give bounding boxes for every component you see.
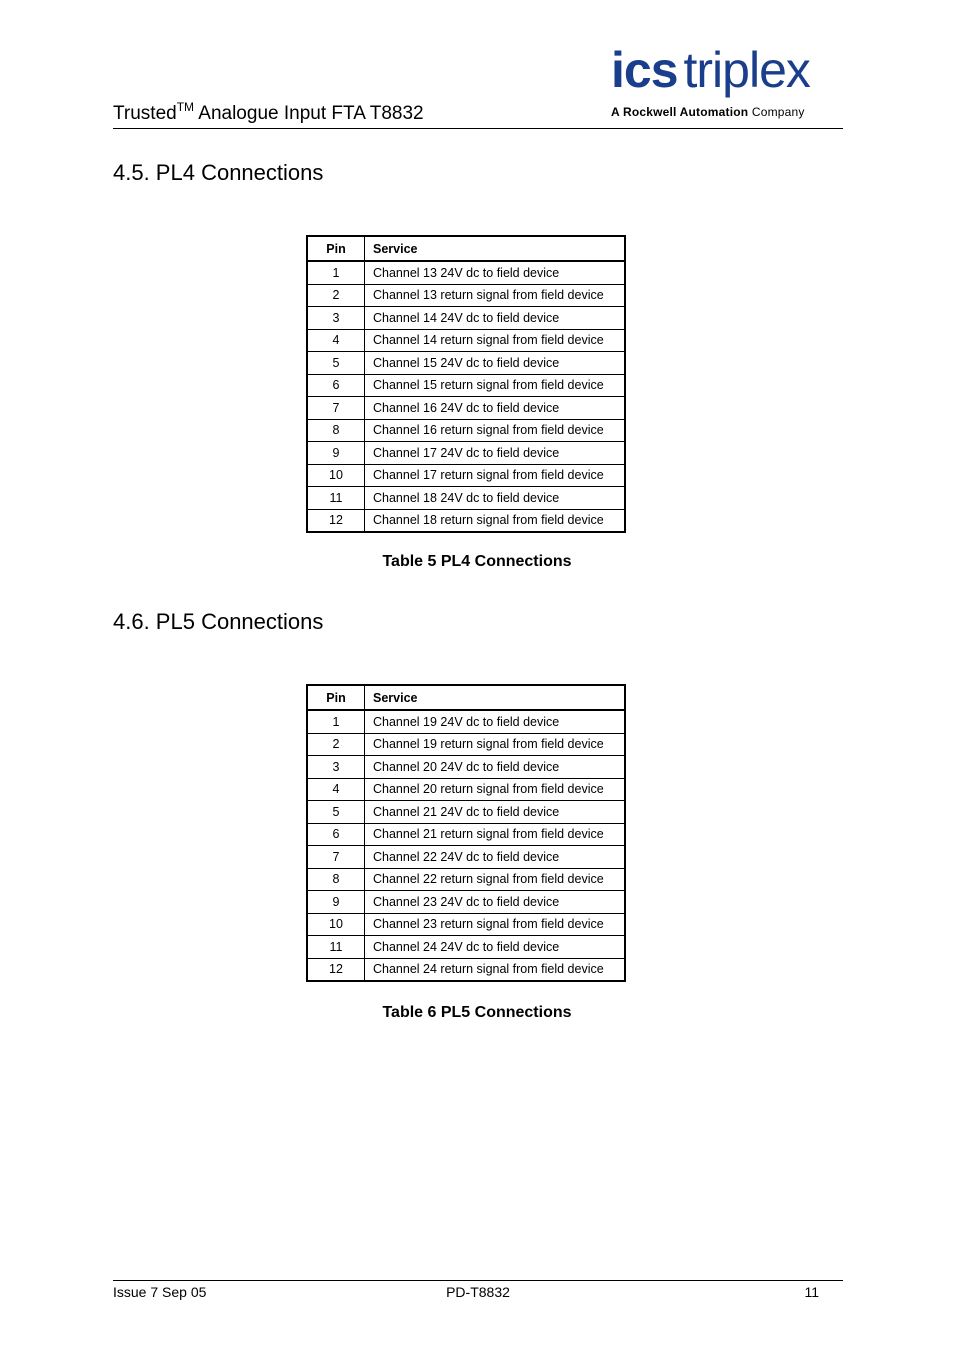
table-header-row <box>307 236 625 261</box>
table-caption-pl4: Table 5 PL4 Connections <box>382 553 572 570</box>
service-cell: Channel 15 24V dc to field device <box>365 352 626 375</box>
ics-triplex-logo <box>611 44 843 119</box>
service-cell: Channel 24 24V dc to field device <box>365 936 626 959</box>
pin-cell: 9 <box>307 891 365 914</box>
service-cell: Channel 14 return signal from field device <box>365 329 626 352</box>
service-cell: Channel 16 return signal from field device <box>365 419 626 442</box>
pin-cell: 4 <box>307 329 365 352</box>
logo-tagline: A Rockwell Automation Company <box>611 105 805 119</box>
table-row <box>307 442 625 465</box>
pin-cell: 7 <box>307 846 365 869</box>
service-cell: Channel 18 24V dc to field device <box>365 487 626 510</box>
pin-cell: 1 <box>307 710 365 733</box>
column-header-pin: Pin <box>307 236 365 261</box>
service-cell: Channel 13 24V dc to field device <box>365 261 626 284</box>
table-row <box>307 352 625 375</box>
page-header <box>113 40 843 129</box>
logo-wordmark: ics triplex <box>611 42 810 98</box>
footer-page-number: 11 <box>804 1284 819 1300</box>
pl4-connections-table <box>306 235 626 533</box>
service-cell: Channel 17 return signal from field device <box>365 464 626 487</box>
table-row <box>307 329 625 352</box>
document-title: Trusted™ Analogue Input FTA T8832 <box>113 100 424 124</box>
service-cell: Channel 23 24V dc to field device <box>365 891 626 914</box>
column-header-service: Service <box>365 685 626 710</box>
service-cell: Channel 13 return signal from field device <box>365 284 626 307</box>
section-heading-pl4: 4.5. PL4 Connections <box>113 160 324 185</box>
pin-cell: 10 <box>307 464 365 487</box>
pin-cell: 5 <box>307 352 365 375</box>
table-row <box>307 868 625 891</box>
footer-doc-id: PD-T8832 <box>446 1284 510 1300</box>
pl5-connections-table <box>306 684 626 982</box>
footer-issue: Issue 7 Sep 05 <box>113 1284 207 1300</box>
pin-cell: 2 <box>307 733 365 756</box>
pin-cell: 6 <box>307 374 365 397</box>
service-cell: Channel 17 24V dc to field device <box>365 442 626 465</box>
table-caption-pl5: Table 6 PL5 Connections <box>382 1004 572 1021</box>
pin-cell: 4 <box>307 778 365 801</box>
pin-cell: 6 <box>307 823 365 846</box>
section-heading-pl5: 4.6. PL5 Connections <box>113 609 324 634</box>
pin-cell: 2 <box>307 284 365 307</box>
table-row <box>307 397 625 420</box>
service-cell: Channel 21 24V dc to field device <box>365 801 626 824</box>
table-row <box>307 419 625 442</box>
table-row <box>307 913 625 936</box>
service-cell: Channel 19 24V dc to field device <box>365 710 626 733</box>
pin-cell: 12 <box>307 509 365 532</box>
service-cell: Channel 21 return signal from field device <box>365 823 626 846</box>
table-row <box>307 284 625 307</box>
table-row <box>307 307 625 330</box>
service-cell: Channel 18 return signal from field device <box>365 509 626 532</box>
table-row <box>307 710 625 733</box>
table-row <box>307 733 625 756</box>
service-cell: Channel 14 24V dc to field device <box>365 307 626 330</box>
pin-cell: 8 <box>307 419 365 442</box>
table-row <box>307 487 625 510</box>
table-row <box>307 464 625 487</box>
pin-cell: 3 <box>307 756 365 779</box>
table-row <box>307 509 625 532</box>
pin-cell: 10 <box>307 913 365 936</box>
page-footer <box>113 1280 843 1300</box>
table-row <box>307 958 625 981</box>
table-row <box>307 891 625 914</box>
pin-cell: 8 <box>307 868 365 891</box>
pin-cell: 11 <box>307 487 365 510</box>
trademark-mark: TM <box>176 100 195 114</box>
column-header-service: Service <box>365 236 626 261</box>
table-row <box>307 846 625 869</box>
service-cell: Channel 20 24V dc to field device <box>365 756 626 779</box>
table-row <box>307 261 625 284</box>
pin-cell: 11 <box>307 936 365 959</box>
table-row <box>307 374 625 397</box>
table-row <box>307 756 625 779</box>
table-row <box>307 823 625 846</box>
service-cell: Channel 22 24V dc to field device <box>365 846 626 869</box>
pin-cell: 7 <box>307 397 365 420</box>
pin-cell: 3 <box>307 307 365 330</box>
pin-cell: 9 <box>307 442 365 465</box>
table-header-row <box>307 685 625 710</box>
table-row <box>307 778 625 801</box>
service-cell: Channel 20 return signal from field device <box>365 778 626 801</box>
pin-cell: 12 <box>307 958 365 981</box>
column-header-pin: Pin <box>307 685 365 710</box>
service-cell: Channel 16 24V dc to field device <box>365 397 626 420</box>
pin-cell: 1 <box>307 261 365 284</box>
table-row <box>307 936 625 959</box>
service-cell: Channel 23 return signal from field device <box>365 913 626 936</box>
pin-cell: 5 <box>307 801 365 824</box>
table-row <box>307 801 625 824</box>
service-cell: Channel 15 return signal from field device <box>365 374 626 397</box>
service-cell: Channel 19 return signal from field device <box>365 733 626 756</box>
service-cell: Channel 24 return signal from field device <box>365 958 626 981</box>
service-cell: Channel 22 return signal from field device <box>365 868 626 891</box>
